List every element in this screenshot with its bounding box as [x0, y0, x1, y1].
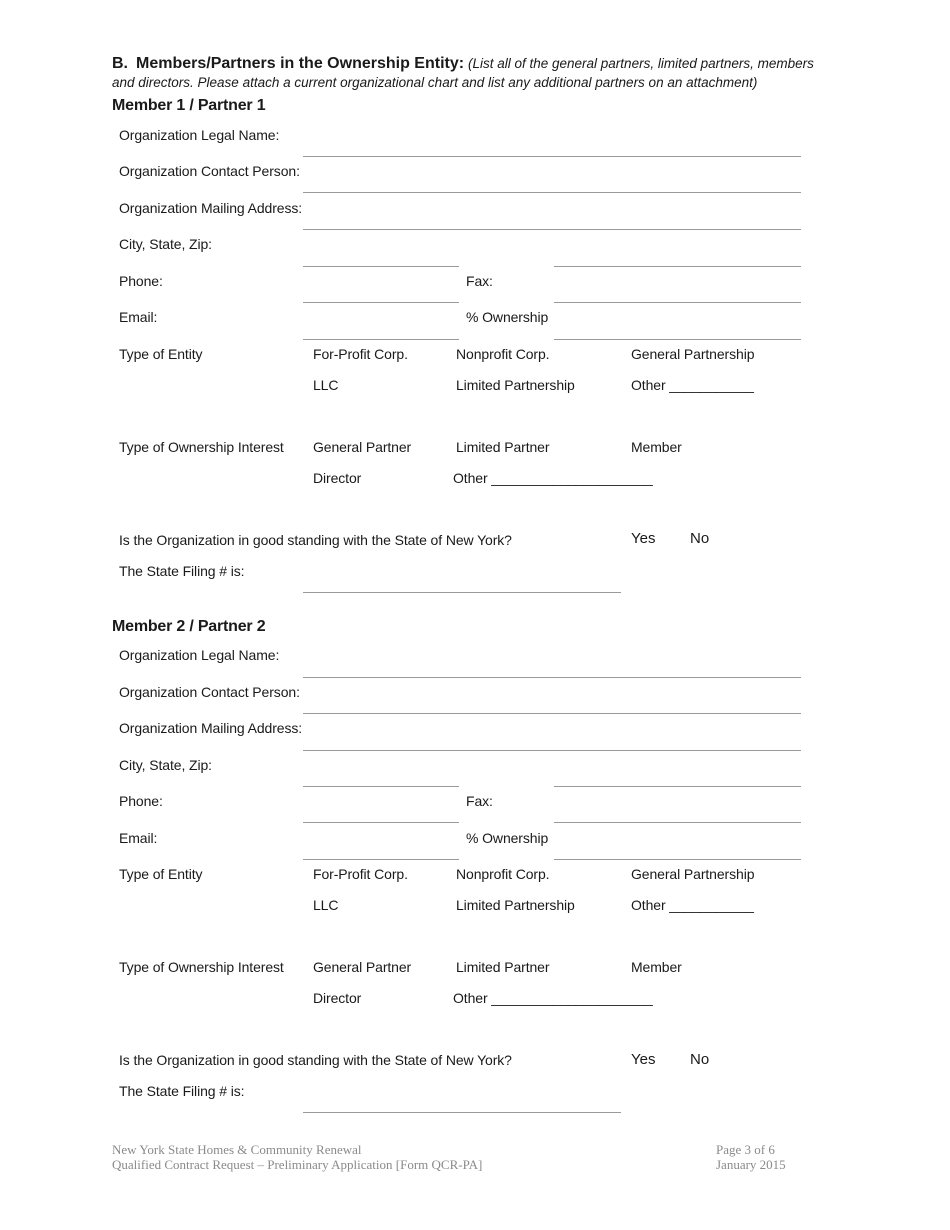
interest-general-partner-option[interactable]: General Partner	[313, 439, 412, 455]
email-field[interactable]	[303, 339, 459, 340]
ownership-pct-field[interactable]	[554, 339, 801, 340]
ownership-interest-label: Type of Ownership Interest	[119, 439, 284, 455]
entity-nonprofit-option[interactable]: Nonprofit Corp.	[456, 866, 550, 882]
entity-type-label: Type of Entity	[119, 866, 203, 882]
interest-limited-partner-option[interactable]: Limited Partner	[456, 959, 550, 975]
contact-person-field[interactable]	[303, 192, 801, 193]
entity-general-partnership-option[interactable]: General Partnership	[631, 866, 755, 882]
entity-other-option[interactable]: Other ___________	[631, 377, 754, 393]
good-standing-yes-option[interactable]: Yes	[631, 530, 656, 547]
good-standing-no-option[interactable]: No	[690, 530, 710, 547]
footer-date: January 2015	[716, 1157, 786, 1172]
interest-other-option[interactable]: Other _____________________	[453, 470, 653, 486]
interest-limited-partner-option[interactable]: Limited Partner	[456, 439, 550, 455]
filing-number-field[interactable]	[303, 1112, 621, 1113]
good-standing-no-option[interactable]: No	[690, 1051, 710, 1068]
good-standing-label: Is the Organization in good standing with the State of New York?	[119, 1052, 512, 1068]
footer-agency: New York State Homes & Community Renewal	[112, 1142, 362, 1157]
mailing-address-label: Organization Mailing Address:	[119, 200, 303, 216]
section-heading	[112, 54, 832, 92]
state-zip-field[interactable]	[554, 786, 801, 787]
fax-field[interactable]	[554, 822, 801, 823]
good-standing-yes-option[interactable]: Yes	[631, 1051, 656, 1068]
state-zip-field[interactable]	[554, 266, 801, 267]
legal-name-label: Organization Legal Name:	[119, 647, 280, 663]
interest-general-partner-option[interactable]: General Partner	[313, 959, 412, 975]
email-label: Email:	[119, 309, 158, 325]
member-2-title: Member 2 / Partner 2	[112, 618, 266, 635]
interest-member-option[interactable]: Member	[631, 959, 682, 975]
filing-number-label: The State Filing # is:	[119, 563, 245, 579]
fax-field[interactable]	[554, 302, 801, 303]
legal-name-field[interactable]	[303, 677, 801, 678]
entity-other-option[interactable]: Other ___________	[631, 897, 754, 913]
ownership-pct-label: % Ownership	[466, 830, 549, 846]
phone-label: Phone:	[119, 793, 163, 809]
footer-form-name: Qualified Contract Request – Preliminary Application [Form QCR-PA]	[112, 1157, 483, 1172]
footer-left	[112, 1142, 482, 1172]
contact-person-label: Organization Contact Person:	[119, 684, 300, 700]
entity-type-label: Type of Entity	[119, 346, 203, 362]
ownership-pct-field[interactable]	[554, 859, 801, 860]
entity-nonprofit-option[interactable]: Nonprofit Corp.	[456, 346, 550, 362]
legal-name-label: Organization Legal Name:	[119, 127, 280, 143]
ownership-pct-label: % Ownership	[466, 309, 549, 325]
entity-limited-partnership-option[interactable]: Limited Partnership	[456, 897, 575, 913]
fax-label: Fax:	[466, 793, 493, 809]
mailing-address-field[interactable]	[303, 229, 801, 230]
entity-llc-option[interactable]: LLC	[313, 377, 339, 393]
entity-for-profit-option[interactable]: For-Profit Corp.	[313, 866, 408, 882]
city-field[interactable]	[303, 266, 459, 267]
entity-llc-option[interactable]: LLC	[313, 897, 339, 913]
section-title: Members/Partners in the Ownership Entity:	[136, 55, 465, 72]
city-field[interactable]	[303, 786, 459, 787]
footer-right	[716, 1142, 786, 1172]
footer-page-number: Page 3 of 6	[716, 1142, 775, 1157]
interest-director-option[interactable]: Director	[313, 990, 362, 1006]
interest-member-option[interactable]: Member	[631, 439, 682, 455]
email-label: Email:	[119, 830, 158, 846]
section-note: (List all of the general partners, limited partners, members and directors. Please attach a current organizational chart and list any additional partners on an attachment)	[112, 56, 814, 90]
legal-name-field[interactable]	[303, 156, 801, 157]
phone-field[interactable]	[303, 822, 459, 823]
fax-label: Fax:	[466, 273, 493, 289]
filing-number-label: The State Filing # is:	[119, 1083, 245, 1099]
contact-person-field[interactable]	[303, 713, 801, 714]
section-letter: B.	[112, 55, 128, 72]
mailing-address-label: Organization Mailing Address:	[119, 720, 303, 736]
city-state-zip-label: City, State, Zip:	[119, 236, 212, 252]
entity-limited-partnership-option[interactable]: Limited Partnership	[456, 377, 575, 393]
member-1-title: Member 1 / Partner 1	[112, 97, 266, 114]
entity-for-profit-option[interactable]: For-Profit Corp.	[313, 346, 408, 362]
contact-person-label: Organization Contact Person:	[119, 163, 300, 179]
interest-other-option[interactable]: Other _____________________	[453, 990, 653, 1006]
phone-field[interactable]	[303, 302, 459, 303]
city-state-zip-label: City, State, Zip:	[119, 757, 212, 773]
filing-number-field[interactable]	[303, 592, 621, 593]
email-field[interactable]	[303, 859, 459, 860]
good-standing-label: Is the Organization in good standing with the State of New York?	[119, 532, 512, 548]
interest-director-option[interactable]: Director	[313, 470, 362, 486]
mailing-address-field[interactable]	[303, 750, 801, 751]
phone-label: Phone:	[119, 273, 163, 289]
entity-general-partnership-option[interactable]: General Partnership	[631, 346, 755, 362]
ownership-interest-label: Type of Ownership Interest	[119, 959, 284, 975]
